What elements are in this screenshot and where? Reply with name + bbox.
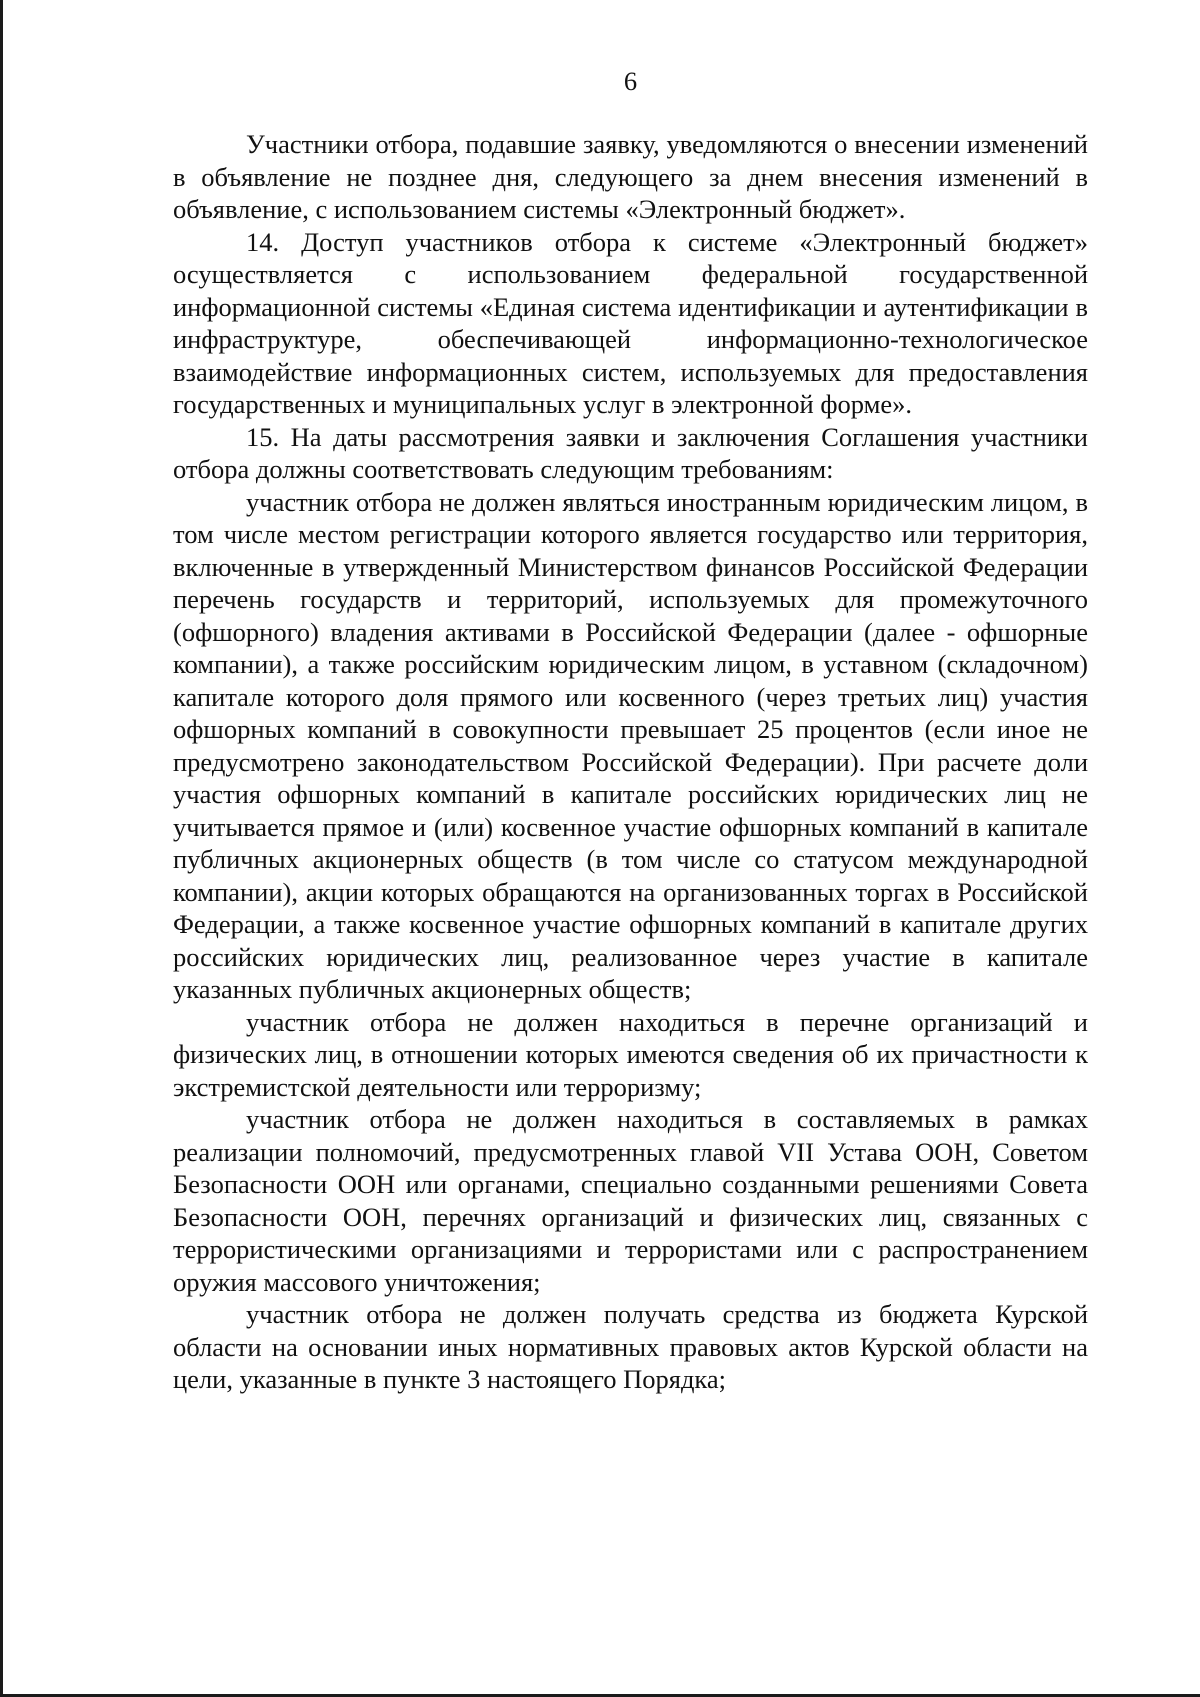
paragraph-requirement-extremism: участник отбора не должен находиться в перечне организаций и физических лиц, в отношении которых имеются сведения об их причастности к экстремистской деятельности или терроризму; bbox=[173, 1006, 1088, 1102]
document-body bbox=[173, 128, 1088, 1396]
paragraph-14-access: 14. Доступ участников отбора к системе «Электронный бюджет» осуществляется с использованием федеральной государственной информационной системы «Единая система идентификации и аутентификации в инфраструктуре, обеспечивающей информационно-технологическое взаимодействие информационных систем, используемых для предоставления государственных и муниципальных услуг в электронной форме». bbox=[173, 226, 1088, 419]
paragraph-requirement-offshore: участник отбора не должен являться иностранным юридическим лицом, в том числе местом регистрации которого является государство или территория, включенные в утвержденный Министерством финансов Российской Федерации перечень государств и территорий, используемых для промежуточного (офшорного) владения активами в Российской Федерации (далее - офшорные компании), а также российским юридическим лицом, в уставном (складочном) капитале которого доля прямого или косвенного (через третьих лиц) участия офшорных компаний в совокупности превышает 25 процентов (если иное не предусмотрено законодательством Российской Федерации). При расчете доли участия офшорных компаний в капитале российских юридических лиц не учитывается прямое и (или) косвенное участие офшорных компаний в капитале публичных акционерных обществ (в том числе со статусом международной компании), акции которых обращаются на организованных торгах в Российской Федерации, а также косвенное участие офшорных компаний в капитале других российских юридических лиц, реализованное через участие в капитале указанных публичных акционерных обществ; bbox=[173, 486, 1088, 1004]
paragraph-15-requirements: 15. На даты рассмотрения заявки и заключения Соглашения участники отбора должны соответствовать следующим требованиям: bbox=[173, 421, 1088, 484]
paragraph-requirement-un-lists: участник отбора не должен находиться в составляемых в рамках реализации полномочий, предусмотренных главой VII Устава ООН, Советом Безопасности ООН или органами, специально созданными решениями Совета Безопасности ООН, перечнях организаций и физических лиц, связанных с террористическими организациями и террористами или с распространением оружия массового уничтожения; bbox=[173, 1104, 1088, 1297]
scan-edge-left bbox=[0, 0, 3, 1697]
paragraph-requirement-budget-funds: участник отбора не должен получать средства из бюджета Курской области на основании иных нормативных правовых актов Курской области на цели, указанные в пункте 3 настоящего Порядка; bbox=[173, 1299, 1088, 1394]
paragraph-notification: Участники отбора, подавшие заявку, уведомляются о внесении изменений в объявление не позднее дня, следующего за днем внесения изменений в объявление, с использованием системы «Электронный бюджет». bbox=[173, 129, 1088, 224]
page-number: 6 bbox=[623, 66, 638, 96]
